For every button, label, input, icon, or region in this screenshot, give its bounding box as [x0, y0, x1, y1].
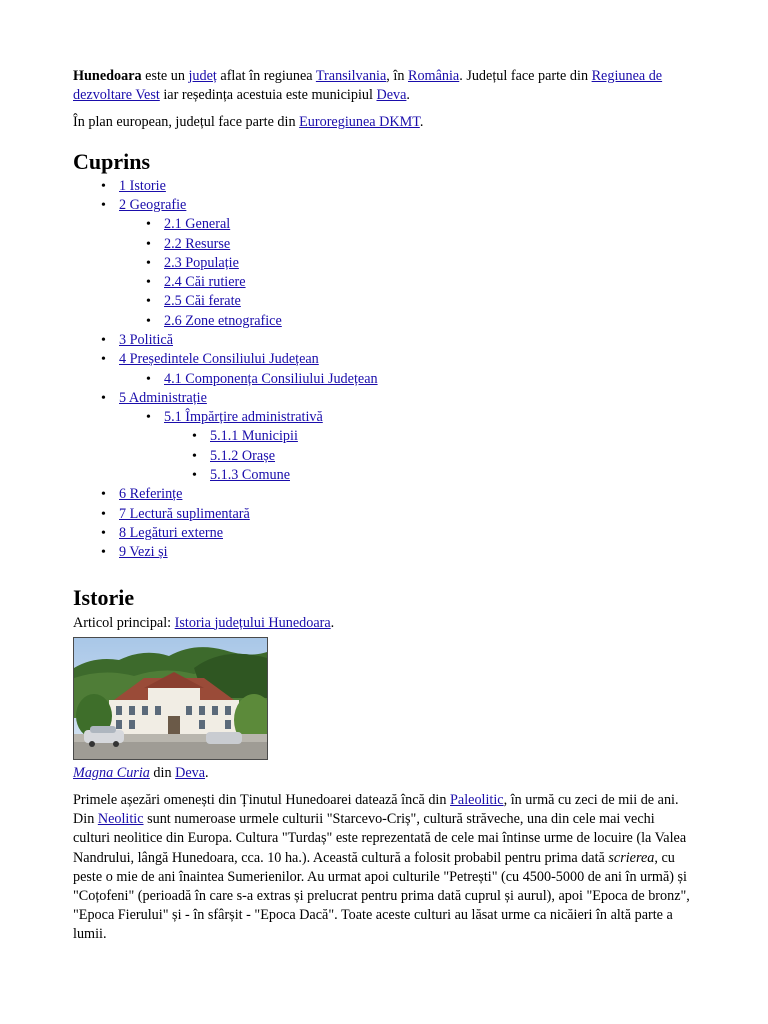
- toc-link[interactable]: 3 Politică: [119, 331, 173, 348]
- toc-link[interactable]: 2.5 Căi ferate: [164, 293, 241, 310]
- bullet-icon: •: [101, 545, 106, 561]
- main-article-prefix: Articol principal:: [73, 614, 175, 631]
- toc-item: [73, 350, 693, 369]
- toc-link[interactable]: 2.6 Zone etnografice: [164, 312, 282, 329]
- toc-link[interactable]: 1 Istorie: [119, 177, 166, 194]
- intro-text: aflat în regiunea: [216, 68, 316, 84]
- toc-link[interactable]: 8 Legături externe: [119, 524, 223, 541]
- link-deva-caption[interactable]: Deva: [175, 764, 206, 781]
- toc-item: [73, 408, 693, 427]
- toc-link[interactable]: 9 Vezi și: [119, 544, 168, 561]
- link-judet[interactable]: județ: [188, 68, 217, 84]
- intro-paragraph: [73, 67, 693, 105]
- euroregion-paragraph: [73, 113, 693, 132]
- bullet-icon: •: [101, 178, 106, 194]
- toc-item: [73, 273, 693, 292]
- history-text: , în urmă cu zeci de mii de ani. Din: [73, 791, 679, 828]
- toc-link[interactable]: 5 Administrație: [119, 389, 207, 406]
- bullet-icon: •: [146, 217, 151, 233]
- toc-item: [73, 543, 693, 562]
- photo-illustration: [74, 638, 267, 759]
- bullet-icon: •: [101, 506, 106, 522]
- toc-link[interactable]: 6 Referințe: [119, 486, 183, 503]
- toc-link[interactable]: 5.1 Împărțire administrativă: [164, 409, 323, 426]
- toc-item: [73, 505, 693, 524]
- caption-text: din: [149, 764, 176, 781]
- toc-link[interactable]: 2.4 Căi rutiere: [164, 274, 246, 291]
- toc-link[interactable]: 4 Președintele Consiliului Județean: [119, 351, 319, 368]
- link-neolitic[interactable]: Neolitic: [97, 811, 144, 828]
- toc-item: [73, 389, 693, 408]
- intro-text: , în: [386, 68, 408, 84]
- intro-text: În plan european, județul face parte din: [73, 114, 300, 131]
- table-of-contents: [73, 177, 693, 563]
- toc-link[interactable]: 5.1.3 Comune: [210, 467, 290, 484]
- bullet-icon: •: [146, 255, 151, 271]
- history-text: , cu peste o mie de ani înaintea Sumerienilor. Au urmat apoi culturile "Petrești" (cu 4500-5000 de ani în urmă) și "Coțofeni" (perioadă în care s-a extras și prelucrat pentru prima dată cuprul și aurul), apoi "Epoca de bronz", "Epoca Fierului" și - în sfârșit - "Epoca Dacă". Toate aceste culturi au lăsat urme ca nicăieri în altă parte a lumii.: [73, 849, 690, 943]
- toc-item: [73, 312, 693, 331]
- toc-link[interactable]: 5.1.1 Municipii: [210, 428, 298, 445]
- bullet-icon: •: [192, 468, 197, 484]
- toc-link[interactable]: 2 Geografie: [119, 196, 187, 213]
- bullet-icon: •: [146, 371, 151, 387]
- toc-link[interactable]: 4.1 Componența Consiliului Județean: [164, 370, 378, 387]
- link-dkmt[interactable]: Euroregiunea DKMT: [299, 114, 420, 131]
- article-subject: Hunedoara: [73, 68, 142, 84]
- bullet-icon: •: [146, 275, 151, 291]
- toc-heading: Cuprins: [73, 148, 151, 174]
- toc-link[interactable]: 2.1 General: [164, 216, 231, 233]
- bullet-icon: •: [146, 410, 151, 426]
- bullet-icon: •: [192, 448, 197, 464]
- main-article-suffix: .: [330, 614, 335, 631]
- toc-item: [73, 485, 693, 504]
- section-heading-istorie: Istorie: [73, 584, 135, 610]
- toc-link[interactable]: 7 Lectură suplimentară: [119, 505, 250, 522]
- caption-text: .: [205, 764, 209, 781]
- bullet-icon: •: [192, 429, 197, 445]
- toc-link[interactable]: 2.3 Populație: [164, 254, 239, 271]
- intro-text: .: [406, 87, 410, 104]
- link-deva[interactable]: Deva: [376, 87, 407, 104]
- toc-link[interactable]: 5.1.2 Orașe: [210, 447, 276, 464]
- toc-item: [73, 254, 693, 273]
- intro-text: . Județul face parte din: [459, 68, 592, 84]
- toc-item: [73, 524, 693, 543]
- photo-caption: [73, 764, 693, 783]
- toc-item: [73, 177, 693, 196]
- link-regiunea-vest[interactable]: Regiunea de dezvoltare Vest: [73, 68, 663, 104]
- bullet-icon: •: [101, 352, 106, 368]
- link-romania[interactable]: România: [407, 68, 460, 84]
- magna-curia-photo[interactable]: [73, 637, 268, 760]
- bullet-icon: •: [146, 313, 151, 329]
- link-istoria-judetului[interactable]: Istoria județului Hunedoara: [174, 614, 331, 631]
- link-paleolitic[interactable]: Paleolitic: [450, 791, 504, 808]
- toc-item: [73, 215, 693, 234]
- history-text: sunt numeroase urmele culturii "Starcevo-Criș", cultură străveche, una din cele mai vechi culturi neolitice din Europa. Cultura "Turdaș" este reprezentată de cele mai întinse urme de locuire (la Valea Nandrului, lângă Hunedoara, cca. 10 ha.). Această cultură a folosit probabil pentru prima dată: [73, 811, 687, 866]
- bullet-icon: •: [101, 332, 106, 348]
- intro-text: este un: [141, 68, 189, 84]
- intro-text: .: [419, 114, 424, 131]
- toc-item: [73, 427, 693, 446]
- history-emphasis: scrierea: [608, 849, 655, 866]
- history-text: Primele așezări omenești din Ținutul Hunedoarei datează încă din: [73, 791, 451, 808]
- link-transilvania[interactable]: Transilvania: [315, 68, 387, 84]
- intro-text: iar reședința acestuia este municipiul: [159, 87, 377, 104]
- toc-link[interactable]: 2.2 Resurse: [164, 235, 231, 252]
- toc-item: [73, 447, 693, 466]
- bullet-icon: •: [101, 525, 106, 541]
- toc-item: [73, 292, 693, 311]
- bullet-icon: •: [146, 236, 151, 252]
- toc-item: [73, 331, 693, 350]
- link-magna-curia[interactable]: Magna Curia: [73, 764, 150, 781]
- article: [73, 66, 693, 945]
- history-paragraph: [73, 791, 693, 945]
- main-article-note: [73, 614, 693, 633]
- bullet-icon: •: [101, 197, 106, 213]
- bullet-icon: •: [101, 487, 106, 503]
- toc-item: [73, 466, 693, 485]
- toc-item: [73, 235, 693, 254]
- toc-item: [73, 196, 693, 215]
- bullet-icon: •: [101, 390, 106, 406]
- bullet-icon: •: [146, 294, 151, 310]
- toc-item: [73, 370, 693, 389]
